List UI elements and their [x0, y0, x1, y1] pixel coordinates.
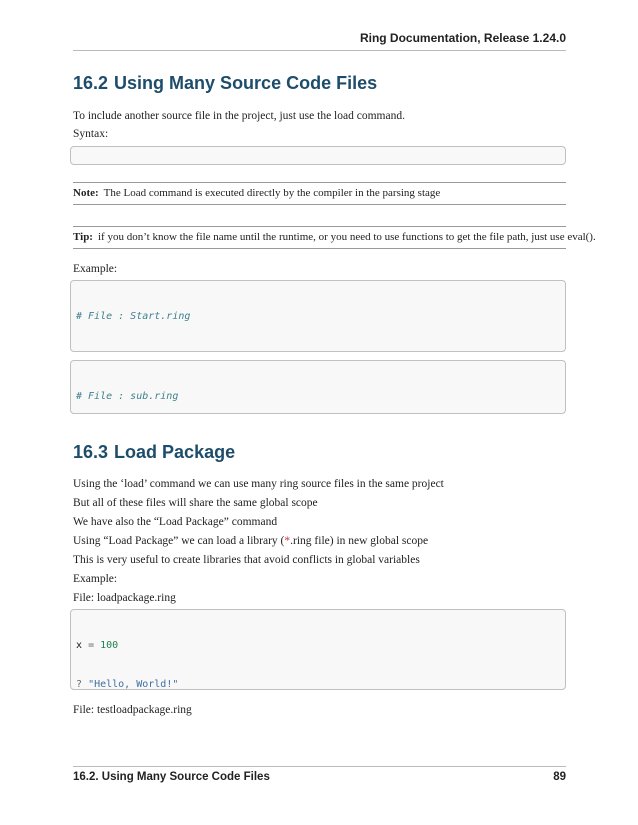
code-number: 100	[100, 640, 119, 651]
section-title: Using Many Source Code Files	[114, 73, 378, 93]
code-line	[76, 390, 565, 403]
page-header: Ring Documentation, Release 1.24.0	[359, 31, 566, 45]
code-blank-line	[76, 349, 565, 352]
file-label: File: testloadpackage.ring	[73, 704, 192, 716]
paragraph-text: Using “Load Package” we can load a library (	[73, 535, 285, 547]
paragraph-line: But all of these files will share the same global scope	[73, 497, 318, 509]
note-text: The Load command is executed directly by the compiler in the parsing stage	[103, 187, 441, 199]
tip-text: if you don’t know the file name until the runtime, or you need to use functions to get the file path, just use eval().	[97, 231, 596, 243]
syntax-label: Syntax:	[73, 128, 109, 140]
paragraph-line: Using the ‘load’ command we can use many ring source files in the same project	[73, 478, 444, 490]
paragraph-line: We have also the “Load Package” command	[73, 516, 278, 528]
code-line	[76, 310, 565, 323]
intro-paragraph: To include another source file in the project, just use the load command.	[73, 110, 405, 122]
loadpackage-code-block[interactable]	[70, 609, 566, 690]
section-title: Load Package	[114, 442, 236, 462]
example-label: Example:	[73, 263, 118, 275]
code-comment: # File : Start.ring	[76, 311, 191, 322]
code-operator: ?	[76, 679, 83, 690]
section-number: 16.3	[73, 442, 109, 462]
page-footer	[73, 771, 566, 783]
code-line	[76, 678, 565, 690]
page-number: 89	[553, 771, 566, 783]
footer-section: 16.2. Using Many Source Code Files	[73, 771, 270, 783]
code-operator: =	[88, 640, 95, 651]
header-rule	[73, 50, 566, 51]
note-label: Note:	[73, 187, 99, 199]
sub-ring-code-block[interactable]	[70, 360, 566, 414]
code-line	[76, 639, 565, 652]
paragraph-line: This is very useful to create libraries that avoid conflicts in global variables	[73, 554, 420, 566]
section-heading-16-3	[73, 442, 235, 463]
syntax-code-block[interactable]	[70, 146, 566, 165]
file-label: File: loadpackage.ring	[73, 592, 176, 604]
code-string: "Hello, World!"	[88, 679, 179, 690]
section-number: 16.2	[73, 73, 109, 93]
tip-box	[73, 226, 596, 249]
note-box	[73, 182, 566, 205]
paragraph-line	[73, 535, 428, 547]
paragraph-text: .ring file) in new global scope	[290, 535, 429, 547]
section-heading-16-2	[73, 73, 377, 94]
code-variable: x	[76, 640, 83, 651]
example-label: Example:	[73, 573, 118, 585]
wildcard-star: *	[284, 535, 291, 547]
code-comment: # File : sub.ring	[76, 391, 179, 402]
footer-rule	[73, 766, 566, 767]
start-ring-code-block[interactable]	[70, 280, 566, 352]
tip-label: Tip:	[73, 231, 93, 243]
